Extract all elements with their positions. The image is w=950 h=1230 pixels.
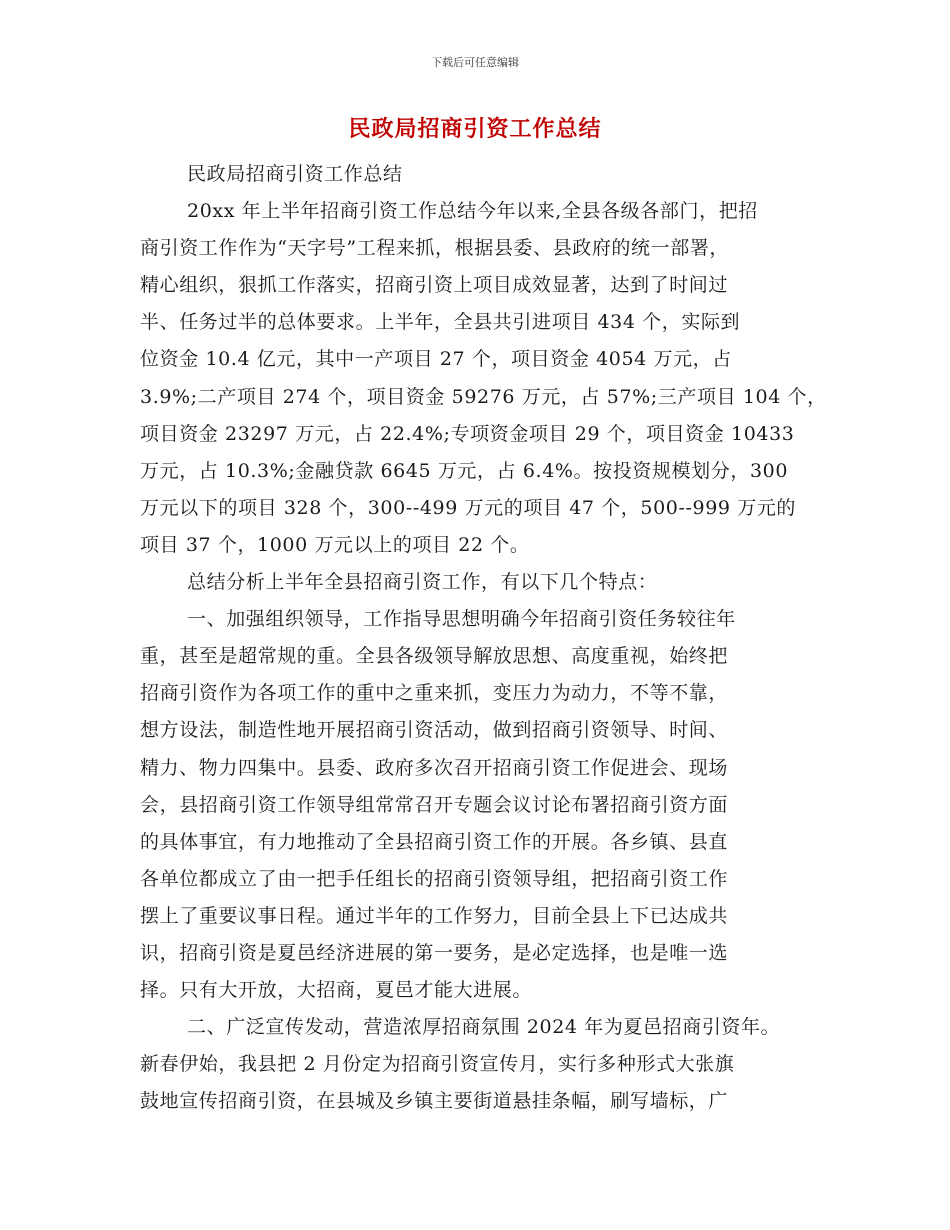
- paragraph-line: 20xx 年上半年招商引资工作总结今年以来,全县各级各部门，把招: [187, 200, 758, 223]
- paragraph-line: 招商引资作为各项工作的重中之重来抓，变压力为动力，不等不靠，: [140, 682, 729, 705]
- paragraph-line: 新春伊始，我县把 2 月份定为招商引资宣传月，实行多种形式大张旗: [140, 1053, 735, 1076]
- paragraph-line: 择。只有大开放，大招商，夏邑才能大进展。: [140, 979, 533, 1002]
- document-title: 民政局招商引资工作总结: [348, 117, 602, 142]
- paragraph-line: 重，甚至是超常规的重。全县各级领导解放思想、高度重视，始终把: [140, 645, 729, 668]
- paragraph-line: 的具体事宜，有力地推动了全县招商引资工作的开展。各乡镇、县直: [140, 830, 729, 853]
- paragraph-line: 二、广泛宣传发动，营造浓厚招商氛围 2024 年为夏邑招商引资年。: [187, 1016, 781, 1039]
- paragraph-line: 民政局招商引资工作总结: [187, 163, 403, 185]
- paragraph-line: 精力、物力四集中。县委、政府多次召开招商引资工作促进会、现场: [140, 756, 729, 779]
- paragraph-line: 精心组织，狠抓工作落实，招商引资上项目成效显著，达到了时间过: [140, 274, 729, 297]
- paragraph-line: 摆上了重要议事日程。通过半年的工作努力，目前全县上下已达成共: [140, 904, 729, 927]
- paragraph-line: 项目资金 23297 万元，占 22.4%;专项资金项目 29 个，项目资金 10433: [140, 422, 795, 445]
- paragraph-line: 项目 37 个，1000 万元以上的项目 22 个。: [140, 533, 530, 556]
- paragraph-line: 一、加强组织领导，工作指导思想明确今年招商引资任务较往年: [187, 608, 736, 631]
- page-header: 下载后可任意编辑: [431, 56, 519, 69]
- paragraph-line: 半、任务过半的总体要求。上半年，全县共引进项目 434 个，实际到: [140, 311, 741, 334]
- document-body: [140, 156, 840, 1120]
- paragraph-line: 识，招商引资是夏邑经济进展的第一要务，是必定选择，也是唯一选: [140, 941, 729, 964]
- paragraph-line: 位资金 10.4 亿元，其中一产项目 27 个，项目资金 4054 万元，占: [140, 348, 732, 371]
- paragraph-line: 商引资工作作为“天字号”工程来抓，根据县委、县政府的统一部署，: [140, 237, 730, 260]
- paragraph-line: 会，县招商引资工作领导组常常召开专题会议讨论布署招商引资方面: [140, 793, 729, 816]
- paragraph-line: 想方设法，制造性地开展招商引资活动，做到招商引资领导、时间、: [140, 719, 729, 742]
- paragraph-line: 万元以下的项目 328 个，300--499 万元的项目 47 个，500--999 万元的: [140, 496, 797, 519]
- paragraph-line: 3.9%;二产项目 274 个，项目资金 59276 万元，占 57%;三产项目 104 个，: [140, 385, 827, 408]
- paragraph-line: 各单位都成立了由一把手任组长的招商引资领导组，把招商引资工作: [140, 867, 729, 890]
- paragraph-line: 总结分析上半年全县招商引资工作，有以下几个特点：: [187, 571, 658, 594]
- paragraph-line: 鼓地宣传招商引资，在县城及乡镇主要街道悬挂条幅，刷写墙标，广: [140, 1090, 729, 1113]
- paragraph-line: 万元，占 10.3%;金融贷款 6645 万元，占 6.4%。按投资规模划分，300: [140, 459, 789, 482]
